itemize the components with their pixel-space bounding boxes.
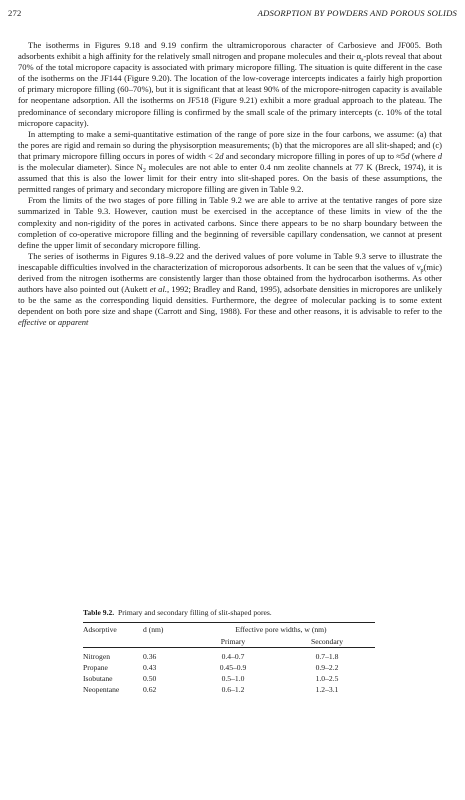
paragraph-4: The series of isotherms in Figures 9.18–9.22 and the derived values of pore volume in Table 9.3 serve to illustrate the inescapable difficulties involved in the characterization of microporous adsorbents. It can be seen that the values of $v_p(mic)$ derived from the nitrogen isotherms are consistently larger than those obtained from the hydrocarbon isotherms. As other authors have also pointed out (Aukett et al., 1992; Bradley and Rand, 1995), adsorbate densities in micropores are unlikely to be the same as the corresponding liquid densities. Furthermore, the degree of molecular packing is to some extent dependent on both pore size and shape (Carrott and Sing, 1988). For these and other reasons, it is advisable to refer to the effective or apparent bbox=[18, 250, 442, 328]
page-number: 272 bbox=[8, 8, 22, 18]
col-header-primary: Primary bbox=[220, 637, 246, 646]
table-row: Propane 0.43 0.45–0.9 0.9–2.2 bbox=[83, 663, 339, 672]
table-row: Isobutane 0.50 0.5–1.0 1.0–2.5 bbox=[83, 674, 339, 683]
table-title: Primary and secondary filling of slit-shaped pores. bbox=[117, 608, 272, 617]
paragraph-3: From the limits of the two stages of pore filling in Table 9.2 we are able to arrive at the tentative ranges of pore size summarized in Table 9.3. However, caution must be exercised in the acceptance of these limits in view of the the complexity and non-rigidity of the pores in activated carbons. Since there appears to be no sharp boundary between the completion of co-operative micropore filling and the beginning of reversible capillary condensation, we cannot at present define the upper limit of secondary micropore filling. bbox=[18, 195, 442, 250]
body-text bbox=[18, 40, 442, 328]
page-header bbox=[8, 8, 457, 22]
table-label: Table 9.2. bbox=[83, 608, 115, 617]
col-header-secondary: Secondary bbox=[310, 637, 344, 646]
col-header-d: d (nm) bbox=[143, 625, 164, 634]
col-header-width: Effective pore widths, w (nm) bbox=[235, 625, 327, 634]
table-9-2 bbox=[83, 608, 375, 695]
paragraph-2: In attempting to make a semi-quantitative estimation of the range of pore size in the four carbons, we assume: (a) that the pores are rigid and remain so during the physisorption measurements; (b) that the micropores are all slit-shaped; and (c) that primary micropore filling occurs in pores of width < 2d and secondary micropore filling in pores of up to ≈5d (where d is the molecular diameter). Since $N_2$ molecules are not able to enter 0.4 nm zeolite channels at 77 K (Breck, 1974), it is assumed that this is also the lower limit for their entry into slit-shaped pores. On the basis of these assumptions, the permitted ranges of primary and secondary micropore filling are given in Table 9.2. bbox=[18, 128, 443, 195]
col-header-adsorptive: Adsorptive bbox=[83, 625, 117, 634]
table-row: Neopentane 0.62 0.6–1.2 1.2–3.1 bbox=[83, 685, 339, 694]
paragraph-1: The isotherms in Figures 9.18 and 9.19 confirm the ultramicroporous character of Carbosieve and JF005. Both adsorbents exhibit a high affinity for the relatively small nitrogen and propane molecules and their $\alpha_s$-plots reveal that about 70% of the total micropore capacity is associated with primary micropore filling. The situation is quite different in the case of the isotherms on the JF144 (Figure 9.20). The location of the low-coverage intercepts indicates a fairly high proportion of primary micropore filling (60–70%), but it is significant that at least 90% of the micropore-nitrogen capacity is available for neopentane adsorption. All the isotherms on JF518 (Figure 9.21) exhibit a more gradual approach to the plateau. The predominance of secondary micropore filling is confirmed by the small scale of the primary intercepts (c. 10% of the total micropore capacity). bbox=[18, 40, 442, 128]
table-row: Nitrogen 0.36 0.4–0.7 0.7–1.8 bbox=[83, 652, 339, 661]
table-caption bbox=[83, 608, 375, 618]
running-head: ADSORPTION BY POWDERS AND POROUS SOLIDS bbox=[257, 8, 457, 18]
table-body bbox=[83, 623, 375, 695]
